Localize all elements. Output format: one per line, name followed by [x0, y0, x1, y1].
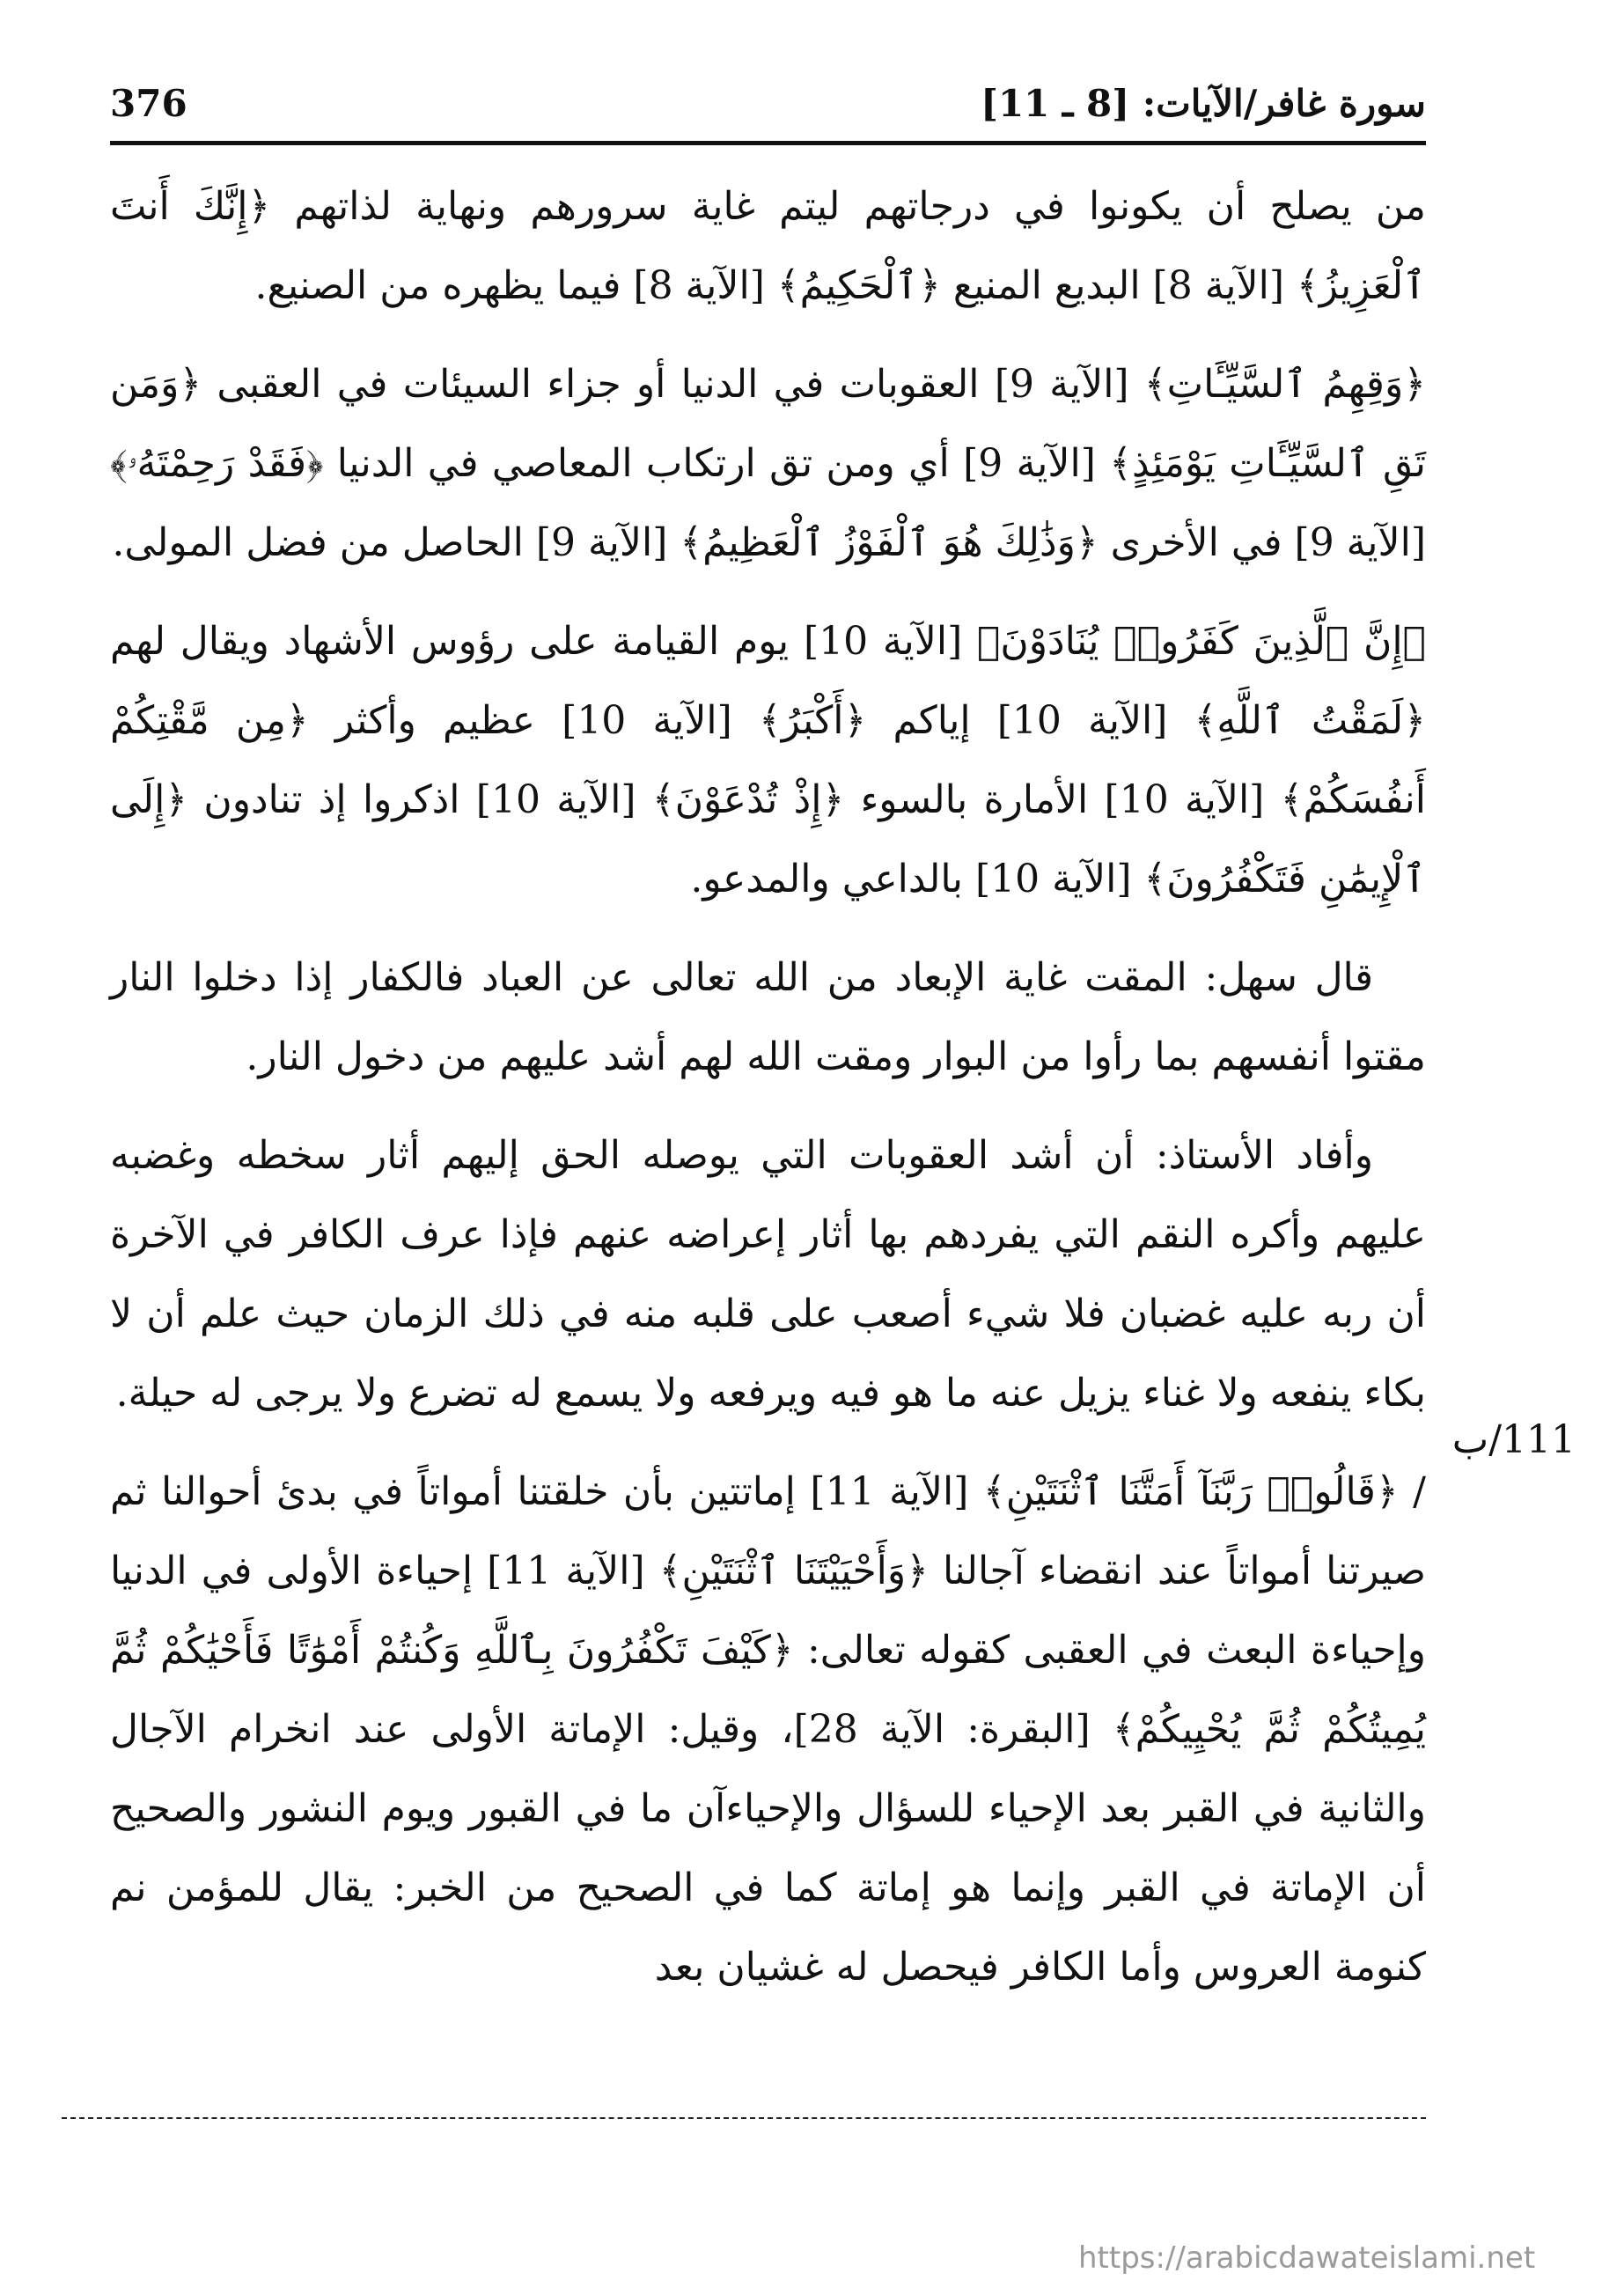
paragraph: ﴿إِنَّ ٱلَّذِينَ كَفَرُوا۟ يُنَادَوْنَ﴾ [الآية 10] يوم القيامة على رؤوس الأشهاد ويقال لهم ﴿لَمَقْتُ ٱللَّهِ﴾ [الآية 10] إياكم ﴿أَكْبَرُ﴾ [الآية 10] عظيم وأكثر ﴿مِن مَّقْتِكُمْ أَنفُسَكُمْ﴾ [الآية 10] الأمارة بالسوء ﴿إِذْ تُدْعَوْنَ﴾ [الآية 10] اذكروا إذ تنادون ﴿إِلَى ٱلْإِيمَٰنِ فَتَكْفُرُونَ﴾ [الآية 10] بالداعي والمدعو.	[110, 619, 1427, 901]
paragraph: ﴿وَقِهِمُ ٱلسَّيِّـَٔاتِ﴾ [الآية 9] العقوبات في الدنيا أو جزاء السيئات في العقبى ﴿وَمَن تَقِ ٱلسَّيِّـَٔاتِ يَوْمَئِذٍ﴾ [الآية 9] أي ومن تق ارتكاب المعاصي في الدنيا ﴿فَقَدْ رَحِمْتَهُۥ﴾ [الآية 9] في الأخرى ﴿وَذَٰلِكَ هُوَ ٱلْفَوْزُ ٱلْعَظِيمُ﴾ [الآية 9] الحاصل من فضل المولى.	[110, 362, 1426, 565]
watermark-url[interactable]: https://arabicdawateislami.net	[1078, 2240, 1536, 2276]
running-title: سورة غافر/الآيات: [8 ـ 11]	[981, 81, 1426, 125]
page-number: 376	[110, 81, 187, 125]
page-header	[110, 63, 1426, 143]
paragraph: وأفاد الأستاذ: أن أشد العقوبات التي يوصله الحق إليهم أثار سخطه وغضبه عليهم وأكره النقم التي يفردهم بها أثار إعراضه عنهم فإذا عرف الكافر في الآخرة أن ربه عليه غضبان فلا شيء أصعب على قلبه منه في ذلك الزمان حيث علم أن لا بكاء ينفعه ولا غناء يزيل عنه ما هو فيه ويرفعه ولا يسمع له تضرع ولا يرجى له حيلة.	[110, 1133, 1426, 1416]
header-rule	[110, 141, 1426, 145]
footnote-rule	[62, 2117, 1426, 2121]
margin-note: 111/ب	[1451, 1417, 1576, 1462]
paragraph: من يصلح أن يكونوا في درجاتهم ليتم غاية سرورهم ونهاية لذاتهم ﴿إِنَّكَ أَنتَ ٱلْعَزِيزُ﴾ [الآية 8] البديع المنيع ﴿ٱلْحَكِيمُ﴾ [الآية 8] فيما يظهره من الصنيع.	[110, 184, 1426, 308]
paragraph: قال سهل: المقت غاية الإبعاد من الله تعالى عن العباد فالكفار إذا دخلوا النار مقتوا أنفسهم بما رأوا من البوار ومقت الله لهم أشد عليهم من دخول النار.	[110, 955, 1426, 1079]
body-text	[110, 167, 1426, 2027]
paragraph: / ﴿قَالُوا۟ رَبَّنَآ أَمَتَّنَا ٱثْنَتَيْنِ﴾ [الآية 11] إماتتين بأن خلقتنا أمواتاً في بدئ أحوالنا ثم صيرتنا أمواتاً عند انقضاء آجالنا ﴿وَأَحْيَيْتَنَا ٱثْنَتَيْنِ﴾ [الآية 11] إحياءة الأولى في الدنيا وإحياءة البعث في العقبى كقوله تعالى: ﴿كَيْفَ تَكْفُرُونَ بِٱللَّهِ وَكُنتُمْ أَمْوَٰتًا فَأَحْيَٰكُمْ ثُمَّ يُمِيتُكُمْ ثُمَّ يُحْيِيكُمْ﴾ [البقرة: الآية 28]، وقيل: الإماتة الأولى عند انخرام الآجال والثانية في القبر بعد الإحياء للسؤال والإحياءآن ما في القبور ويوم النشور والصحيح أن الإماتة في القبر وإنما هو إماتة كما في الصحيح من الخبر: يقال للمؤمن نم كنومة العروس وأما الكافر فيحصل له غشيان بعد	[110, 1469, 1427, 1990]
